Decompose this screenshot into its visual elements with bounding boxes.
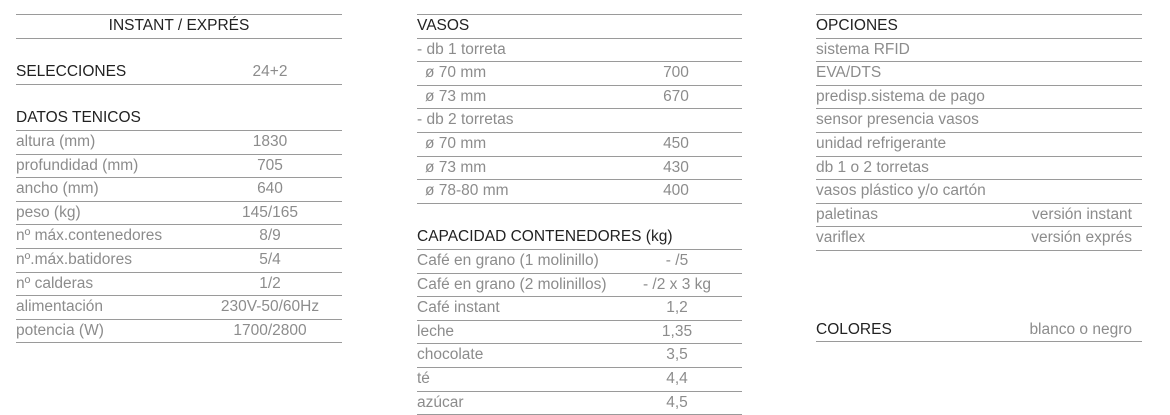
- spec-row: [417, 368, 742, 392]
- spec-value: 3,5: [617, 344, 737, 366]
- spec-row: [417, 109, 742, 133]
- spec-label: sistema RFID: [816, 41, 910, 58]
- colores-label: COLORES: [816, 321, 892, 338]
- spec-label: azúcar: [417, 394, 464, 411]
- spec-row: [816, 227, 1142, 251]
- spec-row: [816, 157, 1142, 181]
- vasos-list: [417, 39, 742, 204]
- spec-value: 640: [206, 178, 334, 200]
- spec-value: - /2 x 3 kg: [617, 274, 737, 296]
- datos-tecnicos-header: DATOS TENICOS: [16, 107, 342, 131]
- spec-row: [16, 273, 342, 297]
- spec-label: vasos plástico y/o cartón: [816, 182, 986, 199]
- spec-label: ancho (mm): [16, 180, 99, 197]
- spec-row: [816, 204, 1142, 228]
- spec-label: altura (mm): [16, 133, 95, 150]
- spec-row: [16, 155, 342, 179]
- datos-tecnicos-list: [16, 131, 342, 343]
- spec-value: versión exprés: [1031, 227, 1132, 249]
- spec-value: - /5: [617, 250, 737, 272]
- spec-label: db 1 o 2 torretas: [816, 159, 929, 176]
- spec-label: predisp.sistema de pago: [816, 88, 985, 105]
- spec-value: 230V-50/60Hz: [206, 296, 334, 318]
- spec-value: 1/2: [206, 273, 334, 295]
- spec-row: [16, 202, 342, 226]
- spec-label: ø 78-80 mm: [417, 182, 509, 199]
- spec-row: [816, 133, 1142, 157]
- spec-row: [816, 39, 1142, 63]
- spec-value: 700: [613, 62, 739, 84]
- spec-label: chocolate: [417, 346, 483, 363]
- spec-label: profundidad (mm): [16, 157, 138, 174]
- spec-label: leche: [417, 323, 454, 340]
- spec-value: 4,5: [617, 392, 737, 414]
- spec-value: 1,2: [617, 297, 737, 319]
- spec-label: unidad refrigerante: [816, 135, 946, 152]
- spec-label: ø 70 mm: [417, 135, 486, 152]
- spacer: [816, 274, 1142, 297]
- spec-row: [16, 296, 342, 320]
- spec-label: té: [417, 370, 430, 387]
- spec-value: 145/165: [206, 202, 334, 224]
- column-title: INSTANT / EXPRÉS: [16, 14, 342, 39]
- vasos-header: VASOS: [417, 14, 742, 39]
- spec-label: Café en grano (1 molinillo): [417, 252, 599, 269]
- spec-label: peso (kg): [16, 204, 81, 221]
- spec-row: [417, 133, 742, 157]
- colores-row: [816, 319, 1142, 343]
- spec-label: alimentación: [16, 298, 103, 315]
- spec-label: ø 70 mm: [417, 64, 486, 81]
- capacidad-header: CAPACIDAD CONTENEDORES (kg): [417, 226, 742, 250]
- spec-row: [816, 62, 1142, 86]
- spec-row: [417, 86, 742, 110]
- spec-value: 1700/2800: [206, 320, 334, 342]
- capacidad-list: [417, 250, 742, 415]
- spec-label: sensor presencia vasos: [816, 111, 979, 128]
- spec-label: ø 73 mm: [417, 88, 486, 105]
- spec-row: [417, 297, 742, 321]
- spec-label: Café instant: [417, 299, 500, 316]
- spacer: [16, 39, 342, 62]
- spec-label: nº máx.contenedores: [16, 227, 162, 244]
- opciones-header: OPCIONES: [816, 14, 1142, 39]
- spec-row: [816, 86, 1142, 110]
- colores-value: blanco o negro: [1029, 319, 1132, 341]
- spec-label: nº.máx.batidores: [16, 251, 132, 268]
- spec-value: 450: [613, 133, 739, 155]
- spec-value: 705: [206, 155, 334, 177]
- spacer: [417, 204, 742, 227]
- spec-row: [417, 250, 742, 274]
- spec-label: Café en grano (2 molinillos): [417, 276, 607, 293]
- vasos-capacidad-column: [417, 14, 742, 415]
- spec-label: paletinas: [816, 206, 878, 223]
- spec-label: - db 2 torretas: [417, 111, 514, 128]
- spec-row: [417, 274, 742, 298]
- spec-row: [417, 39, 742, 63]
- spec-row: [417, 392, 742, 415]
- selecciones-value: 24+2: [206, 61, 334, 83]
- spec-label: - db 1 torreta: [417, 41, 506, 58]
- spec-value: versión instant: [1032, 204, 1132, 226]
- spec-value: 670: [613, 86, 739, 108]
- selecciones-label: SELECCIONES: [16, 63, 126, 80]
- spec-value: 5/4: [206, 249, 334, 271]
- spec-label: variflex: [816, 229, 865, 246]
- spec-row: [16, 320, 342, 344]
- spec-row: [417, 157, 742, 181]
- spec-row: [816, 109, 1142, 133]
- spec-row: [417, 62, 742, 86]
- spec-label: ø 73 mm: [417, 159, 486, 176]
- spec-row: [16, 178, 342, 202]
- spec-row: [16, 131, 342, 155]
- spec-row: [417, 344, 742, 368]
- spec-row: [16, 249, 342, 273]
- spacer: [816, 296, 1142, 319]
- spec-label: nº calderas: [16, 275, 93, 292]
- opciones-list: [816, 39, 1142, 251]
- spec-value: 1830: [206, 131, 334, 153]
- selecciones-row: [16, 61, 342, 85]
- spec-value: 1,35: [617, 321, 737, 343]
- spec-value: 400: [613, 180, 739, 202]
- spec-row: [417, 321, 742, 345]
- instant-expres-column: [16, 14, 342, 343]
- opciones-column: [816, 14, 1142, 342]
- spec-value: 4,4: [617, 368, 737, 390]
- spec-value: 8/9: [206, 225, 334, 247]
- spec-value: 430: [613, 157, 739, 179]
- spec-row: [816, 180, 1142, 204]
- spec-row: [16, 225, 342, 249]
- spec-row: [417, 180, 742, 204]
- spec-label: potencia (W): [16, 322, 104, 339]
- spacer: [16, 85, 342, 108]
- spacer: [816, 251, 1142, 274]
- spec-label: EVA/DTS: [816, 64, 881, 81]
